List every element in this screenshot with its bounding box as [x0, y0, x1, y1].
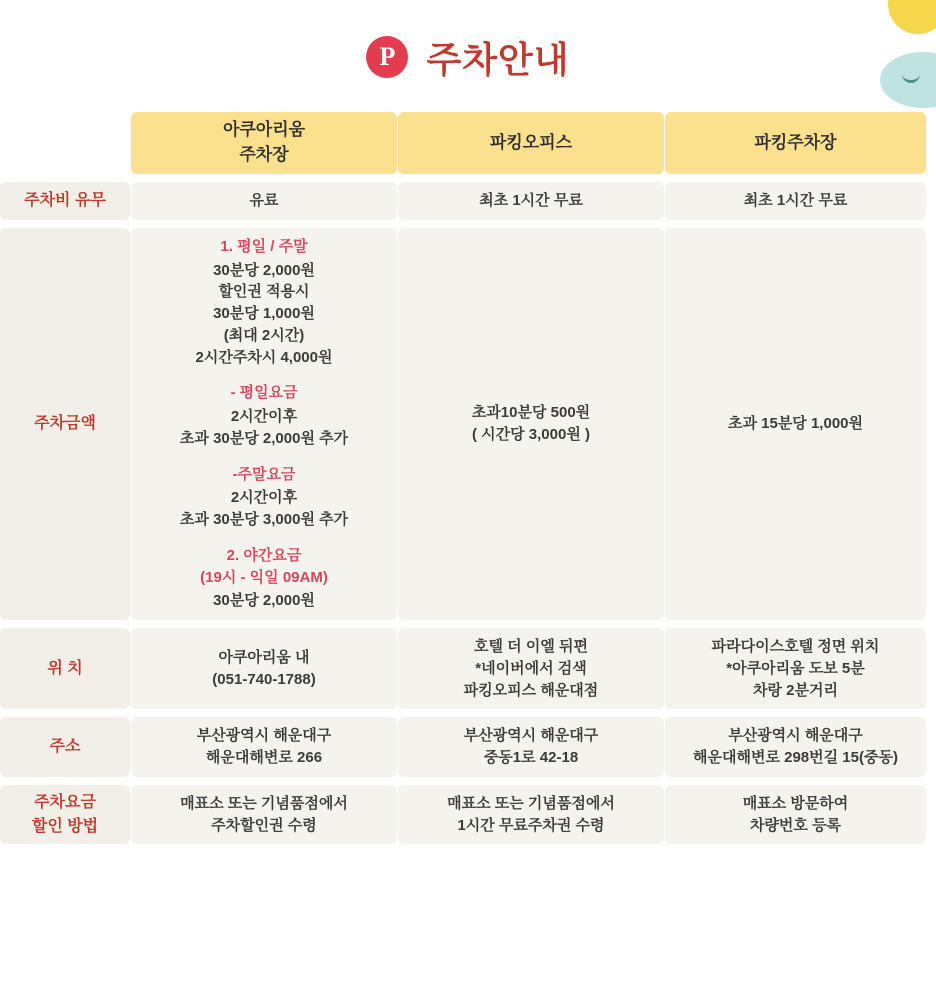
- column-header-line1: 아쿠아리움: [222, 120, 306, 140]
- cell-fee-status-parking-office: [398, 182, 664, 220]
- cell-text: 최초 1시간 무료: [479, 192, 583, 209]
- cell-address-parking-office: [398, 717, 664, 777]
- amount-block: [180, 487, 348, 531]
- amount-line: - 평일요금: [230, 384, 298, 402]
- cell-location-parking-lot: [665, 628, 926, 709]
- column-header-line1: 파킹주차장: [754, 132, 837, 152]
- cell-discount-parking-office: [398, 785, 664, 845]
- amount-block: [196, 260, 333, 369]
- cell-text: 파라다이스호텔 정면 위치: [711, 638, 880, 655]
- amount-line: 할인권 적용시: [218, 283, 310, 301]
- amount-line: ( 시간당 3,000원 ): [472, 425, 590, 443]
- amount-line: 초과 15분당 1,000원: [727, 415, 863, 432]
- amount-line: 2시간주차시 4,000원: [195, 348, 333, 366]
- row-label-discount-method: [0, 785, 130, 845]
- amount-block: [200, 545, 328, 589]
- amount-line: 1. 평일 / 주말: [220, 237, 308, 255]
- amount-line: (19시 - 익일 09AM): [200, 568, 328, 586]
- cell-text: 주차할인권 수령: [211, 816, 317, 834]
- column-header-parking-lot: [665, 112, 926, 174]
- cell-text: 최초 1시간 무료: [743, 192, 848, 209]
- cell-text: 매표소 또는 기념품점에서: [180, 794, 348, 812]
- page-title: 주차안내: [426, 38, 570, 80]
- cell-amount-aquarium: [131, 228, 397, 620]
- cell-text: 아쿠아리움 내: [218, 648, 310, 666]
- cell-location-aquarium: [131, 628, 397, 709]
- row-label-address: 주소: [0, 717, 130, 777]
- amount-line: 초과 30분당 3,000원 추가: [179, 511, 349, 528]
- cell-discount-parking-lot: [665, 785, 926, 845]
- amount-line: 30분당 2,000원: [213, 592, 315, 610]
- cell-text: 매표소 방문하여: [742, 794, 849, 812]
- cell-address-aquarium: [131, 717, 397, 777]
- amount-line: (최대 2시간): [223, 326, 305, 344]
- cell-text: 유료: [249, 192, 279, 209]
- cell-text: 중동1로 42-18: [483, 749, 579, 766]
- amount-block: [472, 402, 590, 446]
- amount-line: -주말요금: [232, 465, 296, 483]
- cell-address-parking-lot: [665, 717, 926, 777]
- cell-text: 차량번호 등록: [749, 816, 842, 834]
- amount-line: 2. 야간요금: [226, 546, 302, 564]
- cell-text: 부산광역시 해운대구: [196, 727, 332, 745]
- amount-block: [213, 590, 315, 612]
- cell-text: *아쿠아리움 도보 5분: [726, 659, 865, 677]
- amount-line: 30분당 1,000원: [213, 305, 315, 322]
- cell-location-parking-office: [398, 628, 664, 709]
- cell-text: *네이버에서 검색: [475, 659, 587, 677]
- amount-line: 30분당 2,000원: [213, 261, 315, 279]
- cell-amount-parking-lot: [665, 228, 926, 620]
- amount-line: 2시간이후: [230, 489, 298, 507]
- column-header-aquarium: [131, 112, 397, 174]
- column-header-line2: 주차장: [239, 145, 289, 164]
- amount-block: [233, 464, 296, 486]
- cell-discount-aquarium: [131, 785, 397, 845]
- amount-block: [180, 406, 348, 450]
- amount-block: [230, 382, 297, 404]
- cell-text: 1시간 무료주차권 수령: [457, 816, 605, 834]
- table-corner-cell: [0, 112, 130, 174]
- cell-text: 차랑 2분거리: [753, 681, 838, 699]
- row-label-line: 할인 방법: [31, 817, 99, 835]
- parking-info-table: [0, 112, 936, 844]
- cell-text: 해운대해변로 298번길 15(중동): [693, 749, 898, 766]
- column-header-line1: 파킹오피스: [489, 132, 573, 152]
- amount-line: 2시간이후: [230, 408, 298, 425]
- amount-block: [728, 413, 863, 435]
- cell-text: 해운대해변로 266: [205, 749, 323, 766]
- cell-text: 매표소 또는 기념품점에서: [447, 794, 615, 812]
- cell-text: 호텔 더 이엘 뒤편: [474, 638, 588, 655]
- amount-block: [220, 236, 307, 258]
- row-label-fee-status: 주차비 유무: [0, 182, 130, 220]
- parking-p-icon: P: [366, 36, 408, 78]
- page-header: [0, 0, 936, 88]
- cell-fee-status-aquarium: [131, 182, 397, 220]
- cell-text: 파킹오피스 해운대점: [463, 681, 599, 699]
- column-header-parking-office: [398, 112, 664, 174]
- cell-fee-status-parking-lot: [665, 182, 926, 220]
- cell-text: 부산광역시 해운대구: [728, 727, 863, 745]
- row-label-amount: 주차금액: [0, 228, 130, 620]
- cell-text: (051-740-1788): [212, 670, 316, 688]
- row-label-line: 주차요금: [34, 794, 96, 812]
- cell-text: 부산광역시 해운대구: [463, 727, 599, 745]
- amount-line: 초과10분당 500원: [471, 404, 591, 422]
- row-label-location: 위 치: [0, 628, 130, 709]
- amount-line: 초과 30분당 2,000원 추가: [179, 429, 349, 447]
- cell-amount-parking-office: [398, 228, 664, 620]
